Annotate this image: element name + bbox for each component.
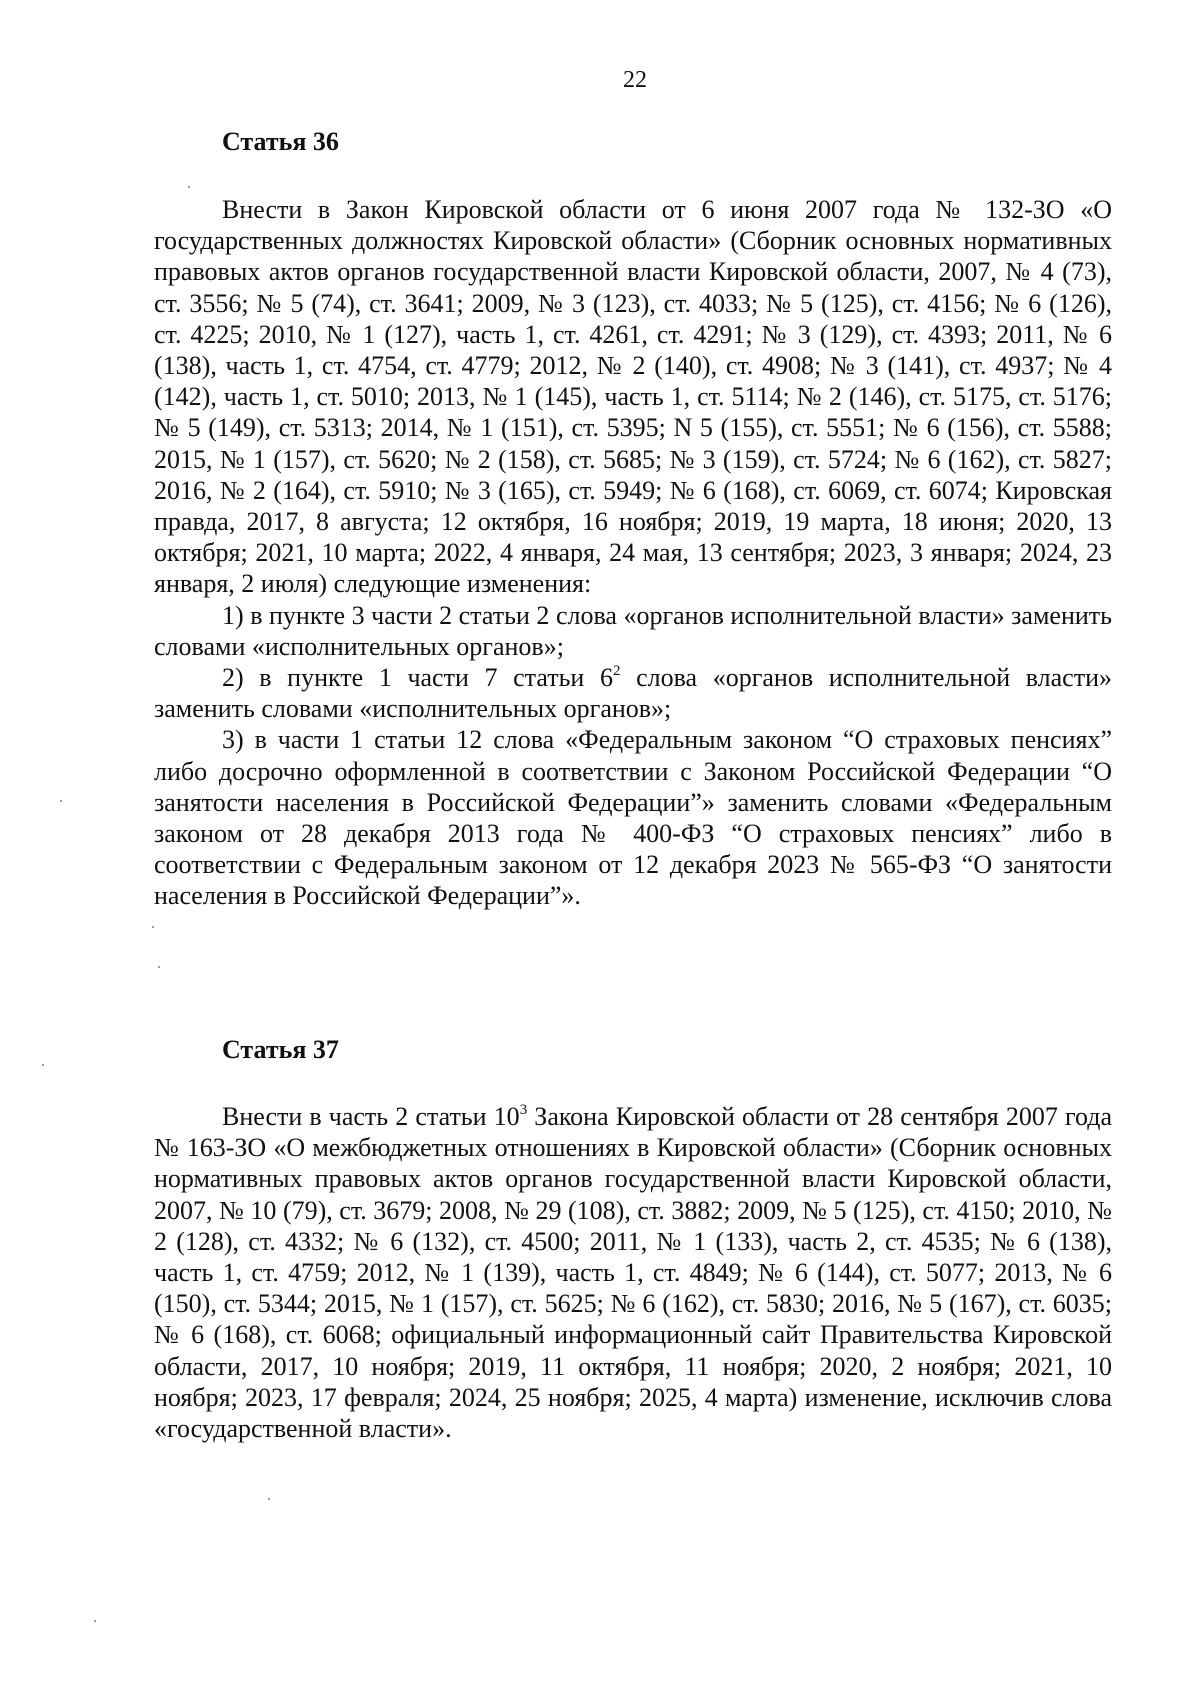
amendment-item-2 [154, 662, 1112, 724]
scan-speck [268, 1498, 270, 1500]
article-intro-paragraph: Внести в Закон Кировской области от 6 июня 2007 года № 132-ЗО «О государственных должностях Кировской области» (Сборник основных нормативных правовых актов органов государственной власти Кировской области, 2007, № 4 (73), ст. 3556; № 5 (74), ст. 3641; 2009, № 3 (123), ст. 4033; № 5 (125), ст. 4156; № 6 (126), ст. 4225; 2010, № 1 (127), часть 1, ст. 4261, ст. 4291; № 3 (129), ст. 4393; 2011, № 6 (138), часть 1, ст. 4754, ст. 4779; 2012, № 2 (140), ст. 4908; № 3 (141), ст. 4937; № 4 (142), часть 1, ст. 5010; 2013, № 1 (145), часть 1, ст. 5114; № 2 (146), ст. 5175, ст. 5176; № 5 (149), ст. 5313; 2014, № 1 (151), ст. 5395; N 5 (155), ст. 5551; № 6 (156), ст. 5588; 2015, № 1 (157), ст. 5620; № 2 (158), ст. 5685; № 3 (159), ст. 5724; № 6 (162), ст. 5827; 2016, № 2 (164), ст. 5910; № 3 (165), ст. 5949; № 6 (168), ст. 6069, ст. 6074; Кировская правда, 2017, 8 августа; 12 октября, 16 ноября; 2019, 19 марта, 18 июня; 2020, 13 октября; 2021, 10 марта; 2022, 4 января, 24 мая, 13 сентября; 2023, 3 января; 2024, 23 января, 2 июля) следующие изменения: [154, 195, 1112, 599]
article-37 [154, 1035, 1112, 1444]
article-body [154, 194, 1112, 912]
amendment-item-3: 3) в части 1 статьи 12 слова «Федеральным законом “О страховых пенсиях” либо досрочно оформленной в соответствии с Законом Российской Федерации “О занятости населения в Российской Федерации”» заменить словами «Федеральным законом от 28 декабря 2013 года № 400-ФЗ “О страховых пенсиях” либо в соответствии с Федеральным законом от 12 декабря 2023 № 565-ФЗ “О занятости населения в Российской Федерации”». [154, 725, 1112, 911]
scan-speck [42, 1064, 44, 1066]
article-paragraph-text-rest: Закона Кировской области от 28 сентября 2007 года № 163-ЗО «О межбюджетных отношениях в Кировской области» (Сборник основных нормативных правовых актов органов государственной власти Кировской области, 2007, № 10 (79), ст. 3679; 2008, № 29 (108), ст. 3882; 2009, № 5 (125), ст. 4150; 2010, № 2 (128), ст. 4332; № 6 (132), ст. 4500; 2011, № 1 (133), часть 2, ст. 4535; № 6 (138), часть 1, ст. 4759; 2012, № 1 (139), часть 1, ст. 4849; № 6 (144), ст. 5077; 2013, № 6 (150), ст. 5344; 2015, № 1 (157), ст. 5625; № 6 (162), ст. 5830; 2016, № 5 (167), ст. 6035; № 6 (168), ст. 6068; официальный информационный сайт Правительства Кировской области, 2017, 10 ноября; 2019, 11 октября, 11 ноября; 2020, 2 ноября; 2021, 10 ноября; 2023, 17 февраля; 2024, 25 ноября; 2025, 4 марта) изменение, исключив слова «государственной власти». [154, 1102, 1112, 1444]
article-paragraph-text: Внести в часть 2 статьи 10 [222, 1102, 520, 1131]
article-paragraph [154, 1101, 1112, 1444]
page-number: 22 [623, 67, 647, 93]
amendment-item-2-text-rest: слова «органов исполнительной власти» заменить словами «исполнительных органов»; [154, 663, 1112, 724]
scan-speck [60, 800, 62, 802]
amendment-item-2-text: 2) в пункте 1 части 7 статьи 6 [222, 663, 613, 693]
scan-speck [158, 966, 160, 968]
scan-speck [152, 926, 154, 928]
amendment-item-1: 1) в пункте 3 части 2 статьи 2 слова «органов исполнительной власти» заменить словами «исполнительных органов»; [154, 600, 1112, 661]
scan-speck [94, 1620, 96, 1622]
article-heading: Статья 37 [222, 1035, 339, 1064]
article-body [154, 1101, 1112, 1444]
superscript: 2 [612, 663, 621, 680]
superscript: 3 [519, 1102, 528, 1118]
scan-speck [188, 186, 190, 188]
article-36 [154, 127, 1112, 912]
article-heading: Статья 36 [222, 127, 339, 156]
